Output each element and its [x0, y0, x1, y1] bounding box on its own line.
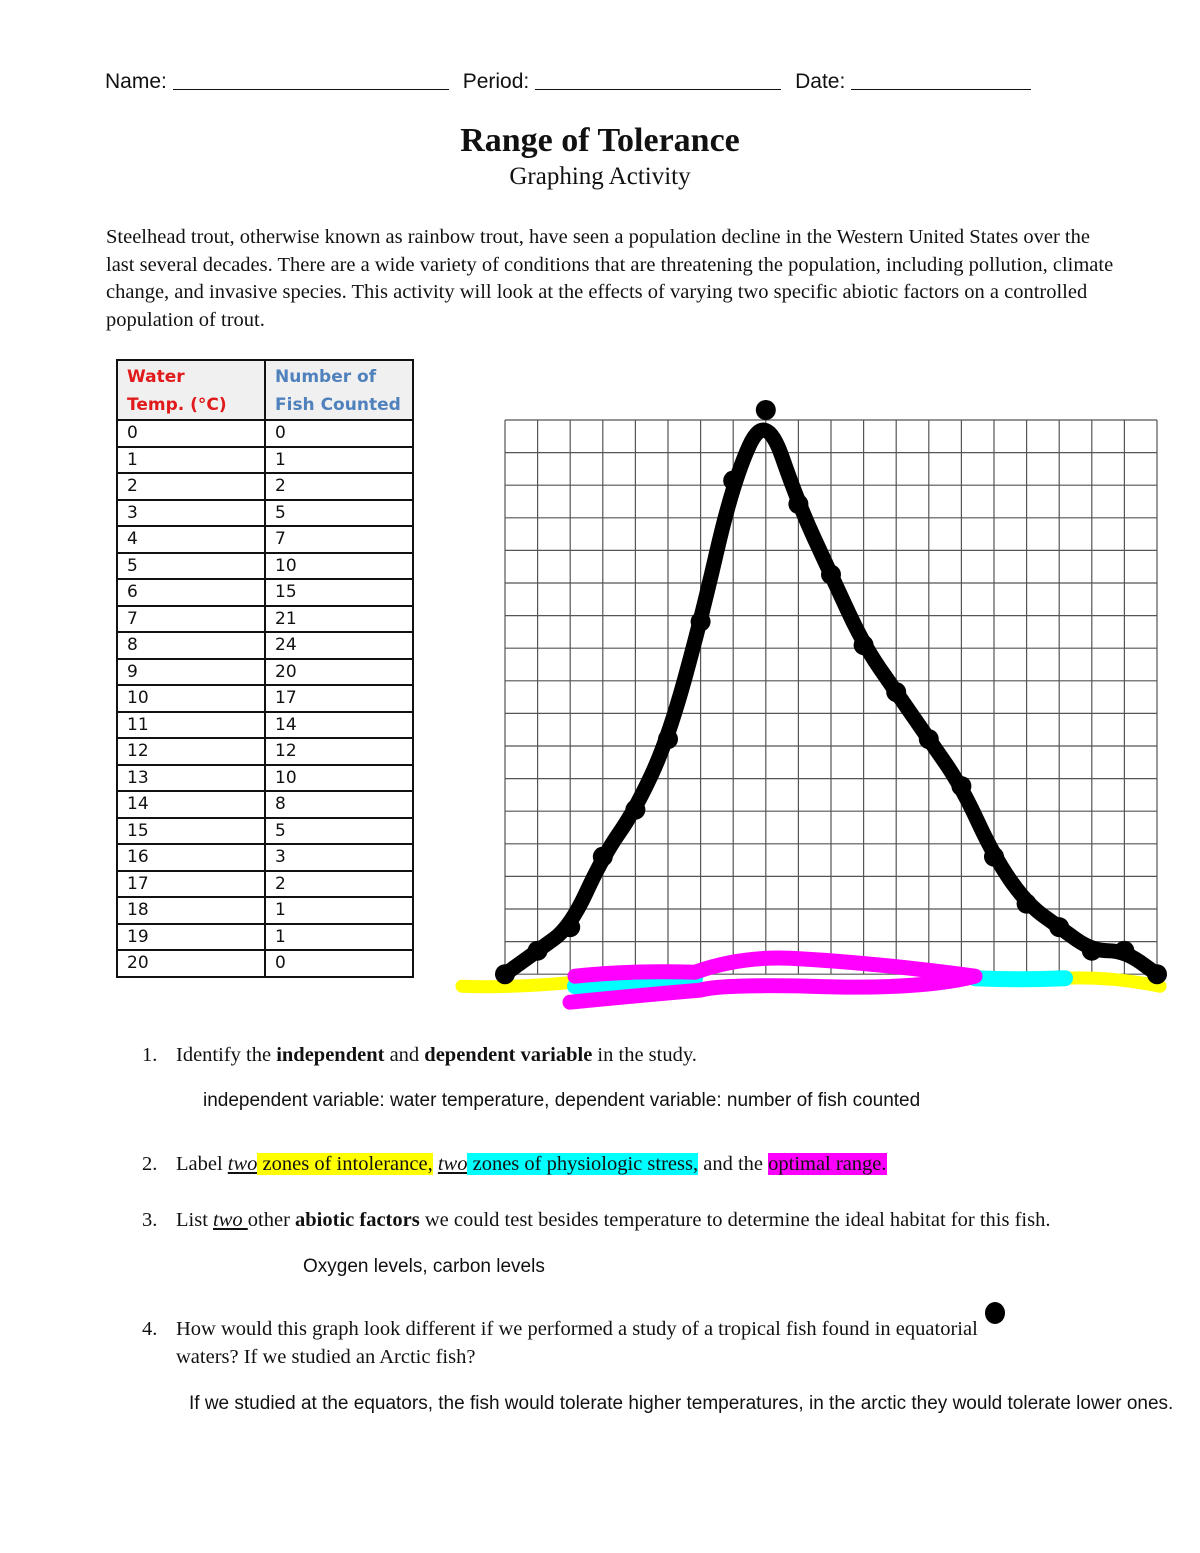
data-point — [1147, 964, 1167, 984]
cell-water-temp: 18 — [117, 897, 265, 924]
table-row — [117, 526, 413, 553]
cell-fish-count: 15 — [265, 579, 413, 606]
table-row — [117, 765, 413, 792]
cell-water-temp: 19 — [117, 924, 265, 951]
table-body — [117, 420, 413, 977]
table-row — [117, 473, 413, 500]
table-row — [117, 606, 413, 633]
header-fields — [105, 70, 1039, 94]
data-point — [1017, 894, 1037, 914]
highlight-intolerance: zones of intolerance, — [257, 1153, 433, 1175]
answer-3: Oxygen levels, carbon levels — [303, 1256, 545, 1277]
cell-water-temp: 13 — [117, 765, 265, 792]
highlight-stress: zones of physiologic stress, — [467, 1153, 699, 1175]
page-subtitle: Graphing Activity — [509, 163, 691, 190]
cell-fish-count: 12 — [265, 738, 413, 765]
data-point — [1049, 917, 1069, 937]
cell-water-temp: 10 — [117, 685, 265, 712]
table-row — [117, 871, 413, 898]
cell-water-temp: 8 — [117, 632, 265, 659]
cell-water-temp: 16 — [117, 844, 265, 871]
cell-water-temp: 20 — [117, 950, 265, 977]
data-point — [1114, 941, 1134, 961]
date-blank[interactable] — [851, 71, 1031, 90]
cell-water-temp: 7 — [117, 606, 265, 633]
date-label: Date: — [795, 70, 846, 93]
cell-water-temp: 11 — [117, 712, 265, 739]
data-point — [984, 847, 1004, 867]
cell-fish-count: 1 — [265, 897, 413, 924]
intro-paragraph: Steelhead trout, otherwise known as rainbow trout, have seen a population decline in the Western United States over the last several decades. There are a wide variety of conditions that are threatening the population, including pollution, climate change, and invasive species. This activity will look at the effects of varying two specific abiotic factors on a controlled population of trout. — [106, 226, 1114, 331]
name-blank[interactable] — [173, 71, 449, 90]
table-row — [117, 712, 413, 739]
data-point — [756, 400, 776, 420]
data-point — [919, 729, 939, 749]
data-point — [886, 682, 906, 702]
tolerance-graph — [450, 390, 1190, 1010]
cell-water-temp: 0 — [117, 420, 265, 447]
cell-water-temp: 14 — [117, 791, 265, 818]
table-row — [117, 447, 413, 474]
data-point — [658, 729, 678, 749]
page-title: Range of Tolerance — [460, 122, 740, 159]
period-label: Period: — [462, 70, 530, 93]
table-row — [117, 553, 413, 580]
table-row — [117, 500, 413, 527]
table-row — [117, 579, 413, 606]
question-1: 1. Identify the independent and dependent variable in the study. — [142, 1044, 697, 1066]
cell-water-temp: 3 — [117, 500, 265, 527]
table-row — [117, 659, 413, 686]
cell-fish-count: 20 — [265, 659, 413, 686]
table-row — [117, 738, 413, 765]
header-water-temp: Water Temp. (°C) — [117, 360, 265, 420]
data-table — [116, 359, 414, 978]
cell-fish-count: 2 — [265, 871, 413, 898]
data-point — [495, 964, 515, 984]
data-point — [625, 800, 645, 820]
cell-water-temp: 17 — [117, 871, 265, 898]
period-blank[interactable] — [535, 71, 781, 90]
data-point — [528, 941, 548, 961]
cell-water-temp: 15 — [117, 818, 265, 845]
cell-fish-count: 1 — [265, 447, 413, 474]
data-point — [560, 917, 580, 937]
cell-fish-count: 7 — [265, 526, 413, 553]
data-point — [788, 494, 808, 514]
ink-dot — [985, 1302, 1005, 1324]
cell-water-temp: 2 — [117, 473, 265, 500]
table-row — [117, 897, 413, 924]
cell-fish-count: 10 — [265, 765, 413, 792]
cell-fish-count: 10 — [265, 553, 413, 580]
cell-fish-count: 1 — [265, 924, 413, 951]
cell-fish-count: 0 — [265, 950, 413, 977]
zone-intolerance-right — [1065, 978, 1160, 986]
table-header-row — [117, 360, 413, 420]
cell-fish-count: 8 — [265, 791, 413, 818]
cell-water-temp: 9 — [117, 659, 265, 686]
zone-stress-right — [975, 978, 1065, 979]
zone-intolerance-left — [462, 982, 575, 987]
cell-fish-count: 3 — [265, 844, 413, 871]
header-fish-counted: Number of Fish Counted — [265, 360, 413, 420]
highlight-optimal: optimal range. — [768, 1153, 887, 1175]
cell-fish-count: 14 — [265, 712, 413, 739]
answer-1: independent variable: water temperature, dependent variable: number of fish counted — [203, 1090, 921, 1111]
table-row — [117, 685, 413, 712]
table-row — [117, 818, 413, 845]
table-row — [117, 420, 413, 447]
data-point — [723, 471, 743, 491]
cell-fish-count: 24 — [265, 632, 413, 659]
cell-fish-count: 5 — [265, 500, 413, 527]
table-row — [117, 924, 413, 951]
zone-markings — [462, 958, 1160, 1002]
graph-grid — [505, 420, 1157, 974]
cell-water-temp: 4 — [117, 526, 265, 553]
question-3: 3. List two other abiotic factors we could test besides temperature to determine the ideal habitat for this fish. — [142, 1209, 1051, 1231]
question-4: 4. How would this graph look different if we performed a study of a tropical fish found in equatorial waters? If we studied an Arctic fish? — [142, 1318, 978, 1368]
data-point — [854, 635, 874, 655]
cell-water-temp: 6 — [117, 579, 265, 606]
table-row — [117, 844, 413, 871]
data-point — [593, 847, 613, 867]
cell-water-temp: 12 — [117, 738, 265, 765]
data-point — [821, 565, 841, 585]
cell-water-temp: 5 — [117, 553, 265, 580]
data-point — [1082, 941, 1102, 961]
answer-4: If we studied at the equators, the fish would tolerate higher temperatures, in the arctic they would tolerate lower ones. — [189, 1393, 1174, 1414]
cell-fish-count: 0 — [265, 420, 413, 447]
name-label: Name: — [105, 70, 167, 93]
cell-fish-count: 21 — [265, 606, 413, 633]
cell-fish-count: 17 — [265, 685, 413, 712]
table-row — [117, 791, 413, 818]
table-row — [117, 950, 413, 977]
table-row — [117, 632, 413, 659]
data-point — [951, 776, 971, 796]
cell-fish-count: 5 — [265, 818, 413, 845]
data-point — [691, 612, 711, 632]
cell-water-temp: 1 — [117, 447, 265, 474]
question-2: 2. Label two zones of intolerance, two zones of physiologic stress, and the optimal range. — [142, 1153, 887, 1175]
cell-fish-count: 2 — [265, 473, 413, 500]
